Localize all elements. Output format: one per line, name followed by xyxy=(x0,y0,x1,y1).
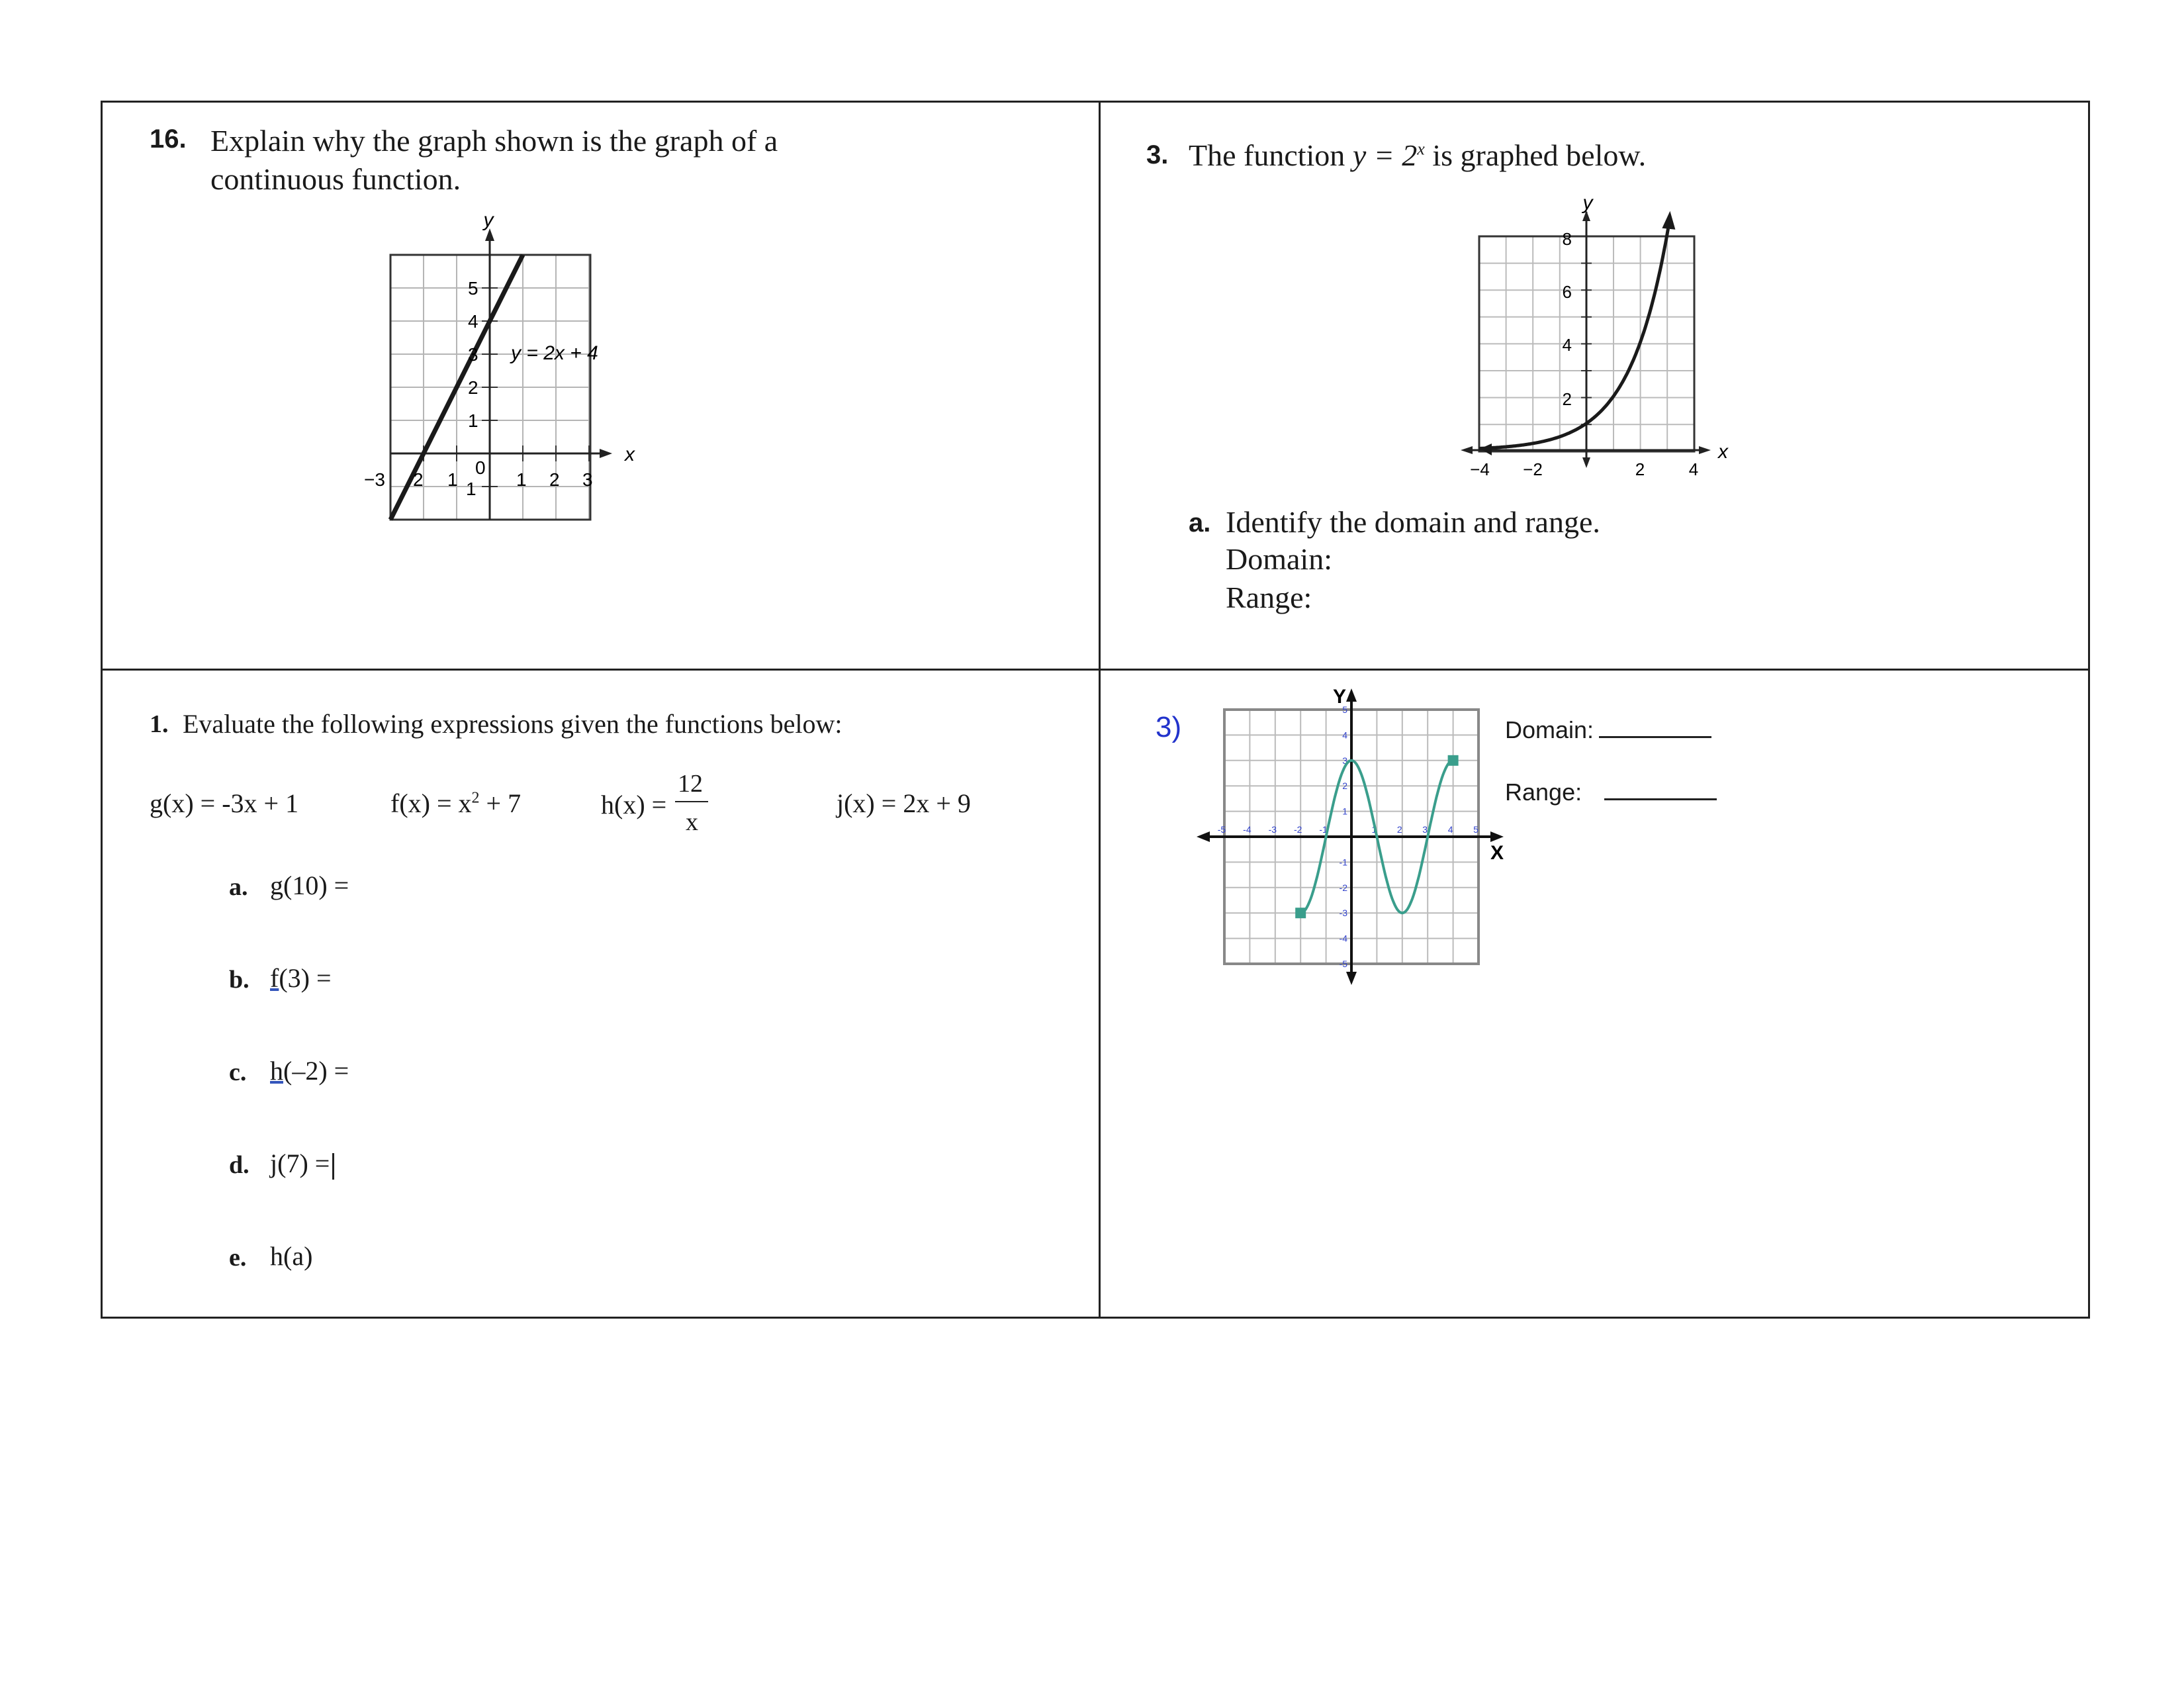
function-h-label: h(x) = xyxy=(601,790,667,820)
column-divider xyxy=(1099,103,1101,1317)
part-expression: h(–2) = xyxy=(270,1056,349,1086)
sinusoid-graph xyxy=(1185,682,1509,1000)
question-number: 16. xyxy=(150,124,187,154)
x-tick-label: 5 xyxy=(1473,824,1479,835)
range-label: Range: xyxy=(1226,581,1312,614)
y-tick-label: 4 xyxy=(468,311,478,332)
range-answer-blank[interactable] xyxy=(1604,777,1717,800)
curve-arrow xyxy=(1662,211,1675,230)
y-tick-label: -3 xyxy=(1339,908,1347,919)
x-tick-label: 4 xyxy=(1447,824,1453,835)
y-tick-label: 1 xyxy=(1342,806,1347,817)
x-tick-label: 1 xyxy=(516,469,527,490)
y-tick-label: -4 xyxy=(1339,933,1347,944)
part-expression-active[interactable]: j(7) = xyxy=(270,1148,334,1180)
question-number: 3) xyxy=(1156,711,1182,743)
part-label: c. xyxy=(229,1058,247,1086)
y-tick-label: 6 xyxy=(1562,282,1572,302)
exponential-graph xyxy=(1443,192,1734,490)
y-axis-label: y xyxy=(483,209,494,231)
function-h-denominator: x xyxy=(686,808,698,836)
question-text-line-1: Explain why the graph shown is the graph of a xyxy=(210,124,778,158)
part-label: d. xyxy=(229,1151,250,1179)
x-tick-label: 2 xyxy=(549,469,560,490)
part-expression: h(a) xyxy=(270,1241,313,1271)
x-axis-label: x xyxy=(1718,441,1728,463)
x-tick-label: 2 xyxy=(1635,459,1645,479)
y-tick-label: 5 xyxy=(468,278,478,299)
x-tick-label: 2 xyxy=(1396,824,1402,835)
y-tick-label: 1 xyxy=(466,479,477,499)
row-divider xyxy=(103,669,2088,671)
x-tick-label: -1 xyxy=(1319,824,1328,835)
y-tick-label: 3 xyxy=(1342,755,1347,766)
x-axis-arrow xyxy=(600,449,612,458)
curve-arrow-left xyxy=(1480,444,1492,455)
y-axis-arrow-down xyxy=(1346,972,1357,985)
x-axis-label: X xyxy=(1490,842,1504,864)
y-tick-label: 1 xyxy=(468,410,478,431)
question-number: 1. xyxy=(150,710,169,738)
y-tick-label: 8 xyxy=(1562,229,1572,249)
domain-label: Domain: xyxy=(1505,715,1711,744)
instruction: Evaluate the following expressions given the functions below: xyxy=(183,709,842,739)
x-tick-label: −4 xyxy=(1470,459,1490,479)
y-tick-label: -2 xyxy=(1339,882,1347,893)
x-tick-label: 3 xyxy=(582,469,593,490)
part-text: Identify the domain and range. xyxy=(1226,505,1600,539)
x-tick-label: 1 xyxy=(447,469,458,490)
endpoint-end xyxy=(1448,755,1459,766)
fraction-bar xyxy=(675,801,708,802)
part-label: a. xyxy=(1189,508,1211,538)
domain-answer-blank[interactable] xyxy=(1599,715,1711,738)
origin-label: 0 xyxy=(475,457,486,478)
function-g: g(x) = -3x + 1 xyxy=(150,788,299,818)
y-axis-label: y xyxy=(1582,192,1593,214)
y-axis-label: Y xyxy=(1332,686,1346,708)
endpoint-start xyxy=(1295,908,1306,918)
function-f: $f(x) = x^2 + 7$ xyxy=(390,788,522,818)
x-tick-label: -4 xyxy=(1243,824,1251,835)
y-tick-labels xyxy=(1563,229,1572,409)
x-axis-arrow xyxy=(1699,446,1711,454)
y-tick-label: 4 xyxy=(1342,729,1347,741)
x-tick-labels xyxy=(364,457,593,490)
range-label: Range: xyxy=(1505,777,1717,806)
x-axis-arrow xyxy=(1490,831,1504,842)
part-label: b. xyxy=(229,966,250,994)
x-tick-label: 1 xyxy=(1371,824,1377,835)
y-tick-label: 2 xyxy=(1342,780,1347,792)
question-text: The function $y = 2^x$ is graphed below. xyxy=(1189,138,1647,172)
function-j: j(x) = 2x + 9 xyxy=(837,788,971,818)
x-axis-label: x xyxy=(625,444,635,465)
x-axis-arrow-left xyxy=(1197,831,1210,842)
y-tick-label: -5 xyxy=(1339,959,1347,969)
part-expression: f(3) = xyxy=(270,963,332,993)
y-axis-arrow xyxy=(1346,688,1357,702)
question-number: 3. xyxy=(1146,140,1169,169)
x-tick-label: 3 xyxy=(1422,824,1428,835)
function-h-numerator: 12 xyxy=(678,770,703,798)
y-axis-arrow-down xyxy=(1582,457,1590,468)
x-tick-label: −3 xyxy=(364,469,385,490)
y-tick-label: 5 xyxy=(1342,704,1347,715)
text-cursor xyxy=(332,1153,334,1180)
x-tick-labels xyxy=(1470,459,1698,479)
part-expression: g(10) = xyxy=(270,870,349,900)
equation-label: y = 2x + 4 xyxy=(511,342,598,364)
x-axis-arrow-left xyxy=(1461,446,1473,454)
x-tick-label: 4 xyxy=(1688,459,1699,479)
question-text-line-2: continuous function. xyxy=(210,162,461,196)
x-tick-label: −2 xyxy=(1523,459,1543,479)
y-tick-label: 2 xyxy=(1562,389,1572,409)
x-tick-label: -3 xyxy=(1268,824,1277,835)
part-label: a. xyxy=(229,873,248,901)
x-tick-label: -2 xyxy=(1293,824,1302,835)
y-tick-label: 4 xyxy=(1562,335,1572,355)
y-tick-label: -1 xyxy=(1339,857,1347,868)
linear-graph xyxy=(344,199,649,530)
x-tick-label: 2 xyxy=(413,469,424,490)
y-tick-label: 3 xyxy=(468,344,478,365)
y-tick-label: 2 xyxy=(468,377,478,398)
domain-label: Domain: xyxy=(1226,542,1332,576)
x-tick-label: -5 xyxy=(1217,824,1226,835)
part-label: e. xyxy=(229,1244,247,1272)
